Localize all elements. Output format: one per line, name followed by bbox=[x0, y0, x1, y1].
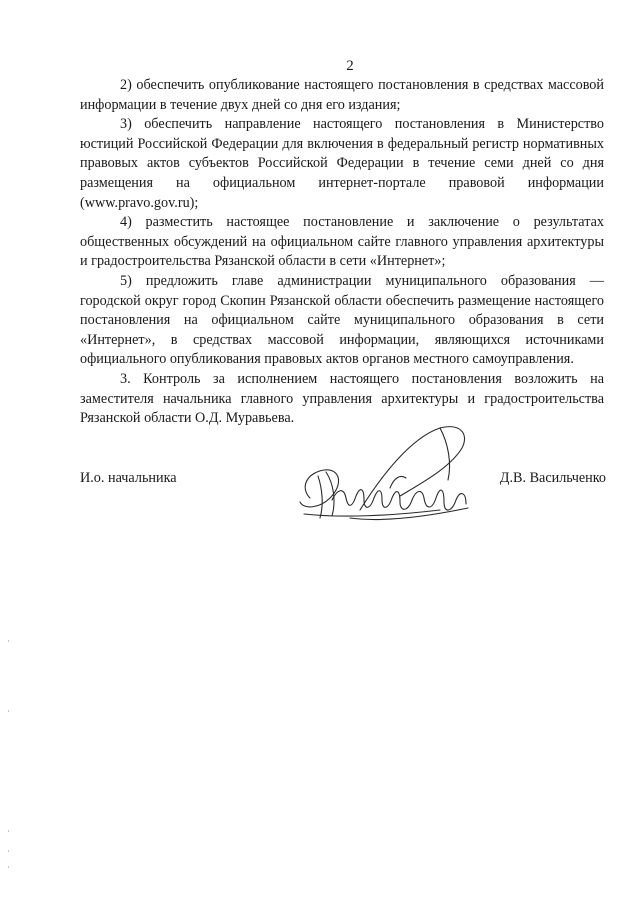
paragraph-municipal-placement: 5) предложить главе администрации муниципального образования — городской округ город Скопин Рязанской области обеспечить размещение настоящего постановления на официальном сайте муниципального образования в сети «Интернет», в средствах массовой информации, являющихся источниками официального опубликования правовых актов органов местного самоуправления. bbox=[80, 272, 604, 368]
paragraph-publication: 2) обеспечить опубликование настоящего постановления в средствах массовой информации в течение двух дней со дня его издания; bbox=[80, 77, 604, 113]
document-body bbox=[80, 76, 604, 429]
scan-edge-marks bbox=[6, 640, 12, 880]
signature-block bbox=[80, 470, 606, 510]
page-number: 2 bbox=[346, 58, 354, 74]
signatory-name: Д.В. Васильченко bbox=[499, 470, 606, 486]
paragraph-ministry-registration: 3) обеспечить направление настоящего постановления в Министерство юстиций Российской Федерации для включения в федеральный регистр нормативных правовых актов субъектов Российской Федерации в течение семи дней со дня размещения на официальном интернет-портале правовой информации (www.pravo.gov.ru); bbox=[80, 116, 604, 211]
signatory-title: И.о. начальника bbox=[80, 470, 177, 486]
paragraph-control-assignment: 3. Контроль за исполнением настоящего постановления возложить на заместителя начальника главного управления архитектуры и градостроительства Рязанской области О.Д. Муравьева. bbox=[80, 370, 604, 427]
paragraph-website-placement: 4) разместить настоящее постановление и заключение о результатах общественных обсуждений на официальном сайте главного управления архитектуры и градостроительства Рязанской области в сети «Интернет»; bbox=[80, 214, 604, 270]
